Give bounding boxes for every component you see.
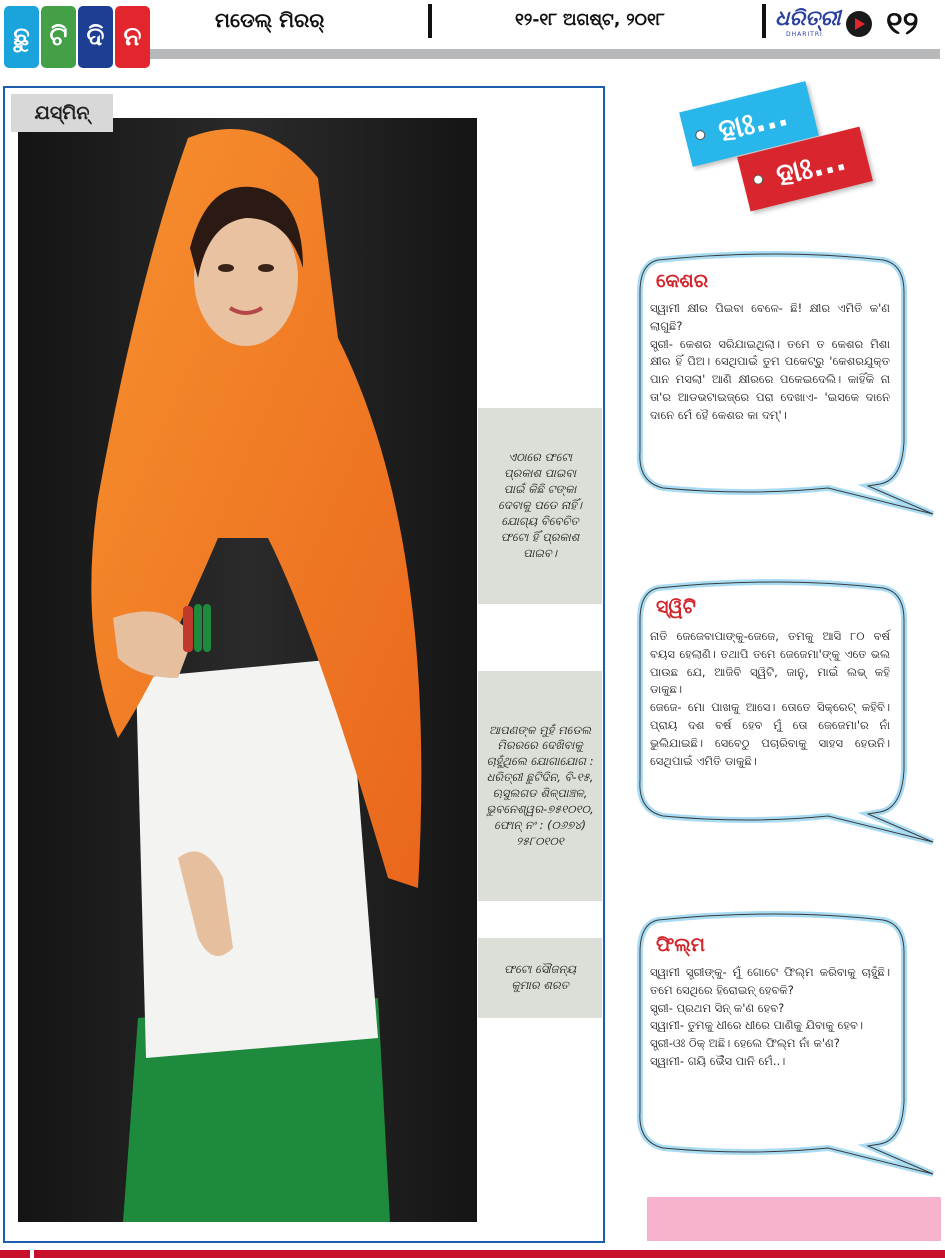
joke-line: ନାତି ଜେଜେବାପାଙ୍କୁ-ଜେଜେ, ତମକୁ ଆସି ୮୦ ବର୍ଷ ବୟସ ହେଲାଣି। ତଥାପି ତମେ ଜେଜେମା'ଙ୍କୁ ଏତେ ଭଲ ପାଉଛ ଯେ, ଆଜିବି ସ୍ୱିଟି, ଜାନୁ, ମାଇଁ ଲଭ୍ କହି ଡାକୁଛ।: [650, 629, 890, 697]
joke-bubble: [628, 580, 938, 845]
joke-text: [650, 628, 890, 771]
joke-line: ସ୍ୱାମୀ ସ୍ତ୍ରୀଙ୍କୁ- ମୁଁ ଗୋଟେ ଫିଲ୍ମ କରିବାକୁ ଚାହୁଁଛି। ତମେ ସେଥିରେ ହିରୋଇନ୍ ହେବକି?: [650, 965, 890, 997]
tag-label: ହାଃ...: [772, 142, 850, 193]
tag-hole-icon: [752, 174, 764, 186]
logo-letter: ଛୁ: [4, 6, 39, 68]
caption-submission-note: [478, 408, 602, 604]
joke-bubble: [628, 252, 938, 517]
model-feature-box: [3, 86, 605, 1243]
brand-subtitle: DHARITRI: [786, 31, 823, 38]
logo-letter: ଦି: [78, 6, 113, 68]
joke-bubble: [628, 912, 938, 1177]
logo-letter: ଟି: [41, 6, 76, 68]
header-divider: [762, 4, 766, 38]
ad-strip: [647, 1197, 941, 1241]
joke-title: ସ୍ୱିଟି: [656, 596, 696, 618]
caption-text: ଏଠାରେ ଫଟୋ ପ୍ରକାଶ ପାଇବା ପାଇଁ କିଛି ଟଙ୍କା ଦେବାକୁ ପଡେ ନାହିଁ। ଯୋଗ୍ୟ ବିବେଚିତ ଫଟୋ ହିଁ ପ୍ରକାଶ ପାଇବ।: [498, 450, 582, 560]
play-icon: [846, 11, 872, 37]
page-number: ୧୨: [886, 4, 919, 42]
section-title: ମଡେଲ୍ ମିରର୍: [215, 8, 325, 32]
joke-text: [650, 964, 890, 1071]
joke-line: ସ୍ୱାମୀ- ତୁମକୁ ଧୀରେ ଧୀରେ ପାଣିକୁ ଯିବାକୁ ହେବ।: [650, 1018, 863, 1033]
joke-line: ସ୍ୱାମୀ- ଗୟି ଭୈଁସ ପାନି ମେଁ..।: [650, 1054, 786, 1069]
footer-rule: [0, 1250, 945, 1258]
joke-line: ସ୍ୱାମୀ କ୍ଷୀର ପିଇବା ବେଳେ- ଛି! କ୍ଷୀର ଏମିତି କ'ଣ ଲାଗୁଛି?: [650, 301, 890, 333]
brand-logo: ଧରିତ୍ରୀ: [775, 6, 841, 30]
header-divider: [428, 4, 432, 38]
logo-letter: ନ: [115, 6, 150, 68]
issue-date: ୧୨-୧୮ ଅଗଷ୍ଟ, ୨୦୧୮: [515, 10, 665, 30]
section-logo: [4, 6, 150, 68]
joke-line: ସ୍ତ୍ରୀ-ଓଃ ଠିକ୍ ଅଛି। ହେଲେ ଫିଲ୍ମ ନାଁ କ'ଣ?: [650, 1036, 840, 1051]
tag-label: ହାଃ...: [714, 97, 792, 149]
joke-line: ସ୍ତ୍ରୀ- ପ୍ରଥମ ସିନ୍ କ'ଣ ହେବ?: [650, 1000, 785, 1015]
tag-hole-icon: [694, 129, 706, 141]
caption-contact-info: [478, 671, 602, 901]
caption-text: ଆପଣଙ୍କ ମୁହଁ ମଡେଲ ମିରରରେ ଦେଖିବାକୁ ଚାହୁଁଥିଲେ ଯୋଗାଯୋଗ : ଧରିତ୍ରୀ ଛୁଟିଦିନ, ବି-୧୫, ଋସୁଲଗଡ ଶିଳ୍ପାଞ୍ଚଳ, ଭୁବନେଶ୍ୱର-୭୫୧୦୧୦, ଫୋନ୍ ନଂ : (୦୬୭୪) ୨୫୮୦୧୦୧: [486, 722, 594, 848]
joke-text: [650, 300, 890, 425]
joke-line: ସ୍ତ୍ରୀ- କେଶର ସରିଯାଇଥିଲା। ତମେ ତ କେଶର ମିଶା କ୍ଷୀର ହିଁ ପିଅ। ସେଥିପାଇଁ ତୁମ ପକେଟ୍‌ରୁ 'କେଶରଯୁକ୍ତ ପାନ ମସଲା' ଆଣି କ୍ଷୀରରେ ପକେଇଦେଲି। କାହିଁକି ନା ତା'ର ଆଡଭଟାଇଜ୍‌ରେ ପରା ଦେଖାଏ- 'ଇସକେ ଦାନେ ଦାନେ ମେଁ ହୈ କେଶର କା ଦମ୍'।: [650, 336, 890, 422]
joke-title: ଫିଲ୍ମ: [656, 934, 705, 956]
joke-title: କେଶର: [656, 270, 709, 292]
caption-photo-credit: [478, 938, 602, 1018]
joke-line: ଜେଜେ- ମୋ ପାଖକୁ ଆସେ। ତୋତେ ସିକ୍ରେଟ୍ କହିବି। ପ୍ରାୟ ଦଶ ବର୍ଷ ହେବ ମୁଁ ତୋ ଜେଜେମା'ର ନାଁ ଭୁଲିଯାଇଛି। ସେବେଠୁ ପଚାରିବାକୁ ସାହସ ହେଉନି। ସେଥିପାଇଁ ଏମିତି ଡାକୁଛି।: [650, 700, 890, 768]
model-name-tag: ଯସ୍ମିନ୍: [11, 94, 113, 132]
model-photo: [18, 118, 477, 1222]
caption-text: ଫଟୋ ସୌଜନ୍ୟ କୁମାର ଶରତ: [504, 962, 576, 992]
header-rule: [150, 49, 940, 59]
